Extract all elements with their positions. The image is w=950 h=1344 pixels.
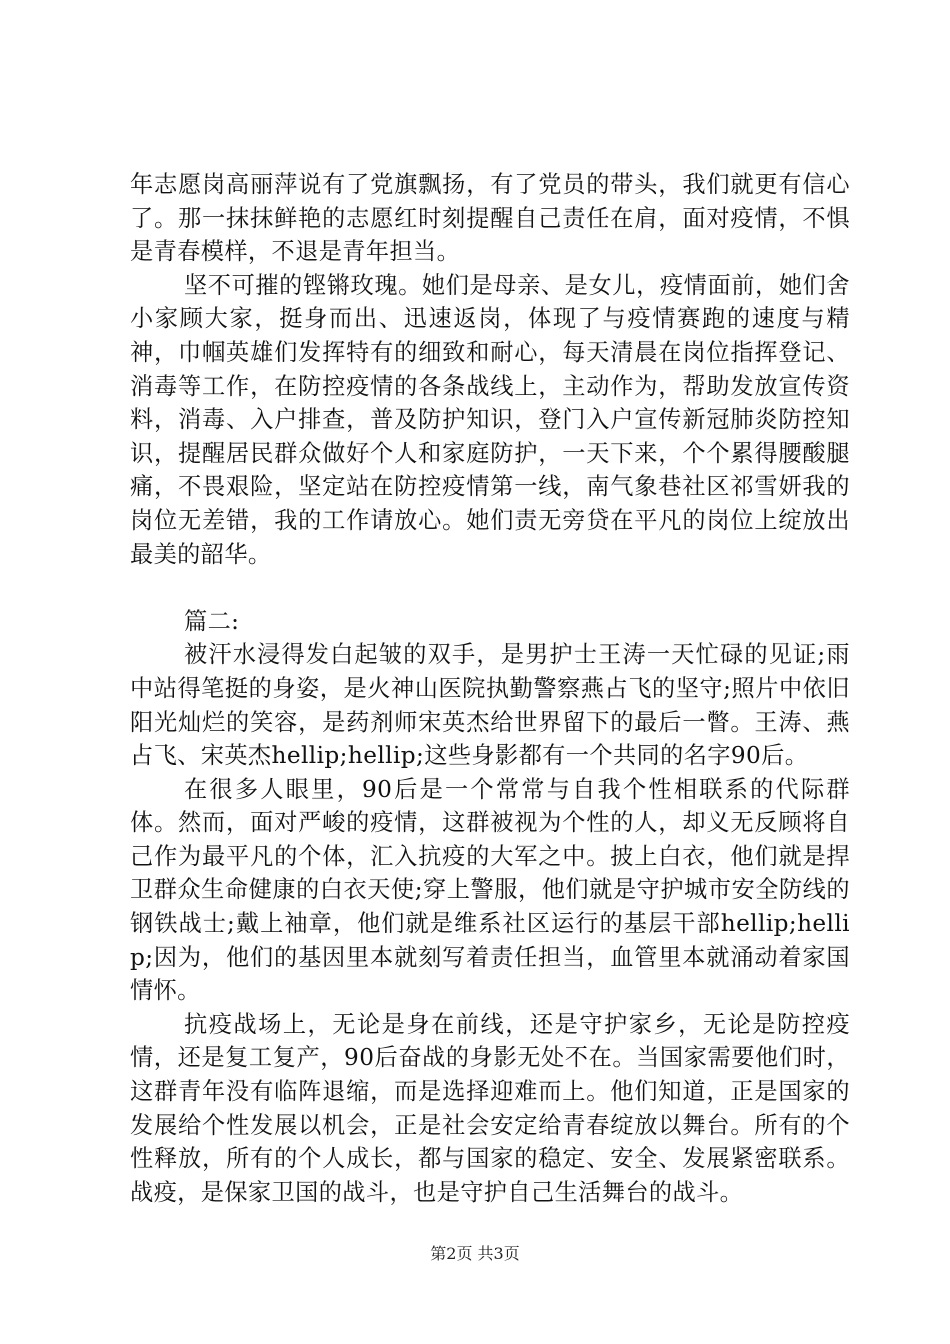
paragraph: 在很多人眼里，90后是一个常常与自我个性相联系的代际群体。然而，面对严峻的疫情，这群被视为个性的人，却义无反顾将自己作为最平凡的个体，汇入抗疫的大军之中。披上白衣，他们就是捍卫群众生命健康的白衣天使;穿上警服，他们就是守护城市安全防线的钢铁战士;戴上袖章，他们就是维系社区运行的基层干部hellip;hellip;因为，他们的基因里本就刻写着责任担当，血管里本就涌动着家国情怀。 bbox=[130, 775, 850, 1005]
page-footer: 第2页 共3页 bbox=[430, 1244, 520, 1263]
paragraph: 年志愿岗高丽萍说有了党旗飘扬，有了党员的带头，我们就更有信心了。那一抹抹鲜艳的志愿红时刻提醒自己责任在肩，面对疫情，不惧是青春模样，不退是青年担当。 bbox=[130, 171, 850, 266]
paragraph: 被汗水浸得发白起皱的双手，是男护士王涛一天忙碌的见证;雨中站得笔挺的身姿，是火神山医院执勤警察燕占飞的坚守;照片中依旧阳光灿烂的笑容，是药剂师宋英杰给世界留下的最后一瞥。王涛、燕占飞、宋英杰hellip;hellip;这些身影都有一个共同的名字90后。 bbox=[130, 641, 850, 770]
paragraph: 坚不可摧的铿锵玫瑰。她们是母亲、是女儿，疫情面前，她们舍小家顾大家，挺身而出、迅速返岗，体现了与疫情赛跑的速度与精神，巾帼英雄们发挥特有的细致和耐心，每天清晨在岗位指挥登记、消毒等工作，在防控疫情的各条战线上，主动作为，帮助发放宣传资料，消毒、入户排查，普及防护知识，登门入户宣传新冠肺炎防控知识，提醒居民群众做好个人和家庭防护，一天下来，个个累得腰酸腿痛，不畏艰险，坚定站在防控疫情第一线，南气象巷社区祁雪妍我的岗位无差错，我的工作请放心。她们责无旁贷在平凡的岗位上绽放出最美的韶华。 bbox=[130, 271, 850, 568]
section-heading: 篇二: bbox=[184, 607, 240, 635]
paragraph: 抗疫战场上，无论是身在前线，还是守护家乡，无论是防控疫情，还是复工复产，90后奋战的身影无处不在。当国家需要他们时，这群青年没有临阵退缩，而是选择迎难而上。他们知道，正是国家的发展给个性发展以机会，正是社会安定给青春绽放以舞台。所有的个性释放，所有的个人成长，都与国家的稳定、安全、发展紧密联系。战疫，是保家卫国的战斗，也是守护自己生活舞台的战斗。 bbox=[130, 1010, 850, 1206]
document-body bbox=[130, 168, 850, 1209]
paragraph-spacer bbox=[130, 571, 850, 605]
